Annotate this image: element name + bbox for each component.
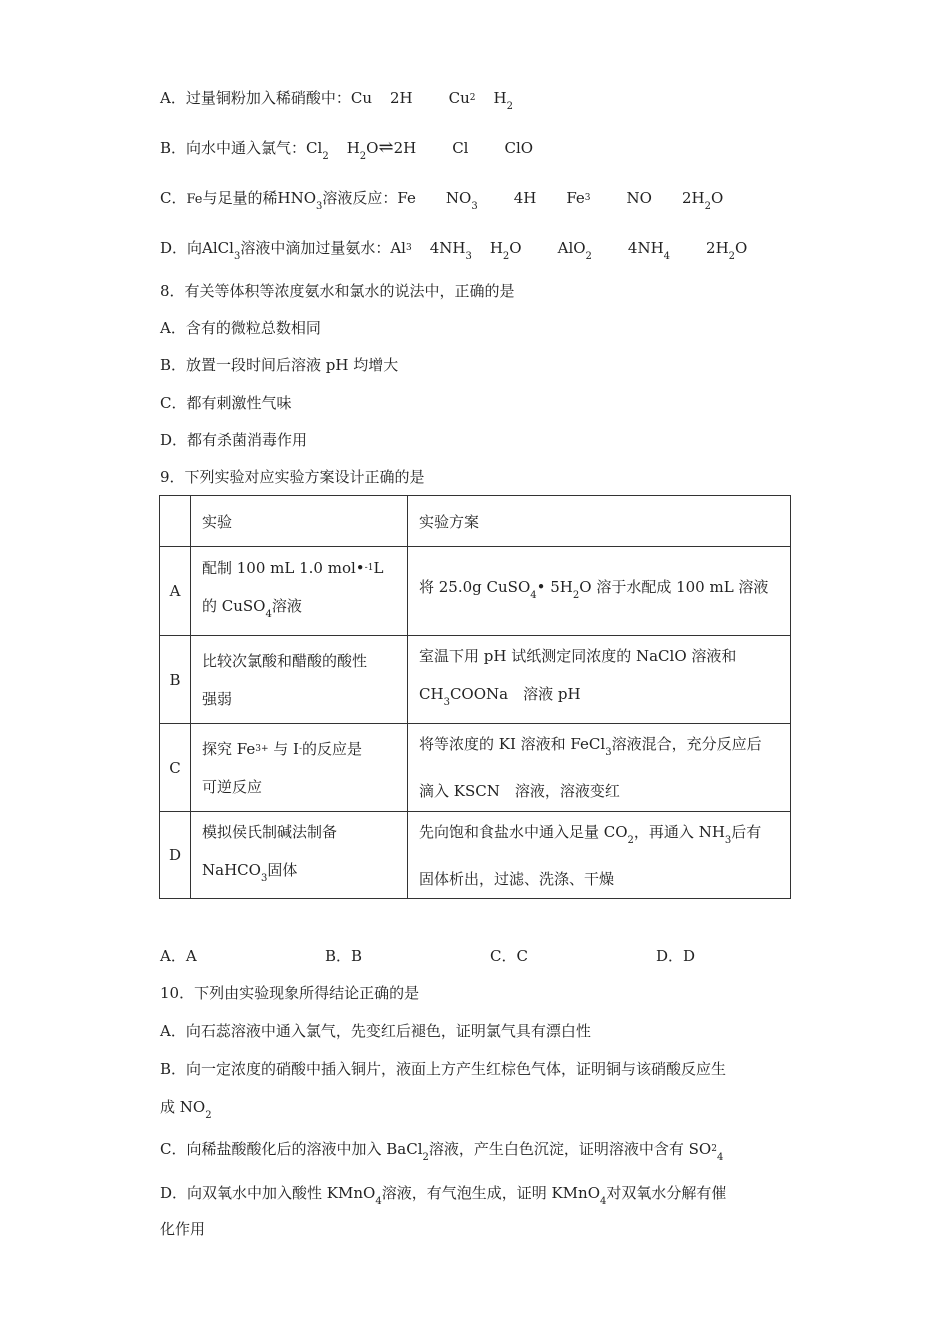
q8-stem: 8．有关等体积等浓度氨水和氯水的说法中，正确的是 bbox=[160, 282, 515, 300]
row-experiment: 配制 100 mL 1.0 mol•$^{-1}$L 的 CuSO$_4$溶液 bbox=[191, 547, 408, 636]
answer-option-a: A．A bbox=[160, 947, 197, 965]
answer-option-b: B．B bbox=[325, 947, 363, 965]
header-plan-cell: 实验方案 bbox=[408, 496, 791, 547]
table-header-row bbox=[160, 496, 791, 547]
answer-option-c: C．C bbox=[490, 947, 528, 965]
row-plan: 室温下用 pH 试纸测定同浓度的 NaClO 溶液和 $CH_3COONa$ 溶液 pH bbox=[408, 636, 791, 724]
q10-stem: 10．下列由实验现象所得结论正确的是 bbox=[160, 984, 420, 1002]
table-row bbox=[160, 724, 791, 812]
experiment-table bbox=[159, 495, 791, 899]
q8-option-b: B．放置一段时间后溶液 pH 均增大 bbox=[160, 356, 399, 374]
q7-option-b: B．向水中通入氯气：$Cl_2$ $H_2O\rightleftharpoons 2H$ Cl ClO bbox=[160, 137, 534, 162]
row-experiment: 探究 $Fe^{3+}$ 与 I-的反应是 可逆反应 bbox=[191, 724, 408, 812]
q8-option-c: C．都有刺激性气味 bbox=[160, 394, 292, 412]
q7-option-d: D．向AlCl$_3$溶液中滴加过量氨水：Al$^3$ $4NH_3$ $H_2O$ AlO$_2$ $4NH_4$ $2H_2O$ bbox=[160, 239, 748, 262]
q10-option-d-line2: 化作用 bbox=[160, 1220, 206, 1238]
q7-option-c: C．Fe与足量的稀$HNO_3$溶液反应：Fe $NO_3$ 4H Fe$^3$ NO $2H_2O$ bbox=[160, 189, 724, 212]
answer-option-d: D．D bbox=[656, 947, 696, 965]
q10-option-c: C．向稀盐酸酸化后的溶液中加入 BaCl$_2$溶液，产生白色沉淀，证明溶液中含有 $SO^2_4$ bbox=[160, 1140, 724, 1163]
row-experiment: 比较次氯酸和醋酸的酸性 强弱 bbox=[191, 636, 408, 724]
q10-option-a: A．向石蕊溶液中通入氯气，先变红后褪色，证明氯气具有漂白性 bbox=[160, 1022, 591, 1040]
q8-option-a: A．含有的微粒总数相同 bbox=[160, 319, 321, 337]
row-key: D bbox=[160, 812, 191, 899]
row-key: B bbox=[160, 636, 191, 724]
row-experiment: 模拟侯氏制碱法制备 NaHCO$_3$固体 bbox=[191, 812, 408, 899]
row-plan: 先向饱和食盐水中通入足量 $CO_2$，再通入 $NH_3$后有 固体析出，过滤、洗涤、干燥 bbox=[408, 812, 791, 899]
row-plan: 将 25.0g CuSO$_4$• $5H_2O$ 溶于水配成 100 mL 溶液 bbox=[408, 547, 791, 636]
q10-option-b-line2: 成 $NO_2$ bbox=[160, 1098, 212, 1121]
q10-option-b-line1: B．向一定浓度的硝酸中插入铜片，液面上方产生红棕色气体，证明铜与该硝酸反应生 bbox=[160, 1060, 727, 1078]
q9-stem: 9．下列实验对应实验方案设计正确的是 bbox=[160, 468, 425, 486]
q8-option-d: D．都有杀菌消毒作用 bbox=[160, 431, 308, 449]
table-row bbox=[160, 636, 791, 724]
header-key-cell bbox=[160, 496, 191, 547]
header-exp-cell: 实验 bbox=[191, 496, 408, 547]
row-plan: 将等浓度的 KI 溶液和 FeCl$_3$溶液混合，充分反应后 滴入 KSCN 溶液，溶液变红 bbox=[408, 724, 791, 812]
q10-option-d-line1: D．向双氧水中加入酸性 KMnO$_4$溶液，有气泡生成，证明 KMnO$_4$对双氧水分解有催 bbox=[160, 1184, 727, 1207]
row-key: A bbox=[160, 547, 191, 636]
q7-option-a: A．过量铜粉加入稀硝酸中：Cu 2H Cu$^2$ $H_2$ bbox=[160, 89, 513, 112]
table-row bbox=[160, 812, 791, 899]
row-key: C bbox=[160, 724, 191, 812]
table-row bbox=[160, 547, 791, 636]
